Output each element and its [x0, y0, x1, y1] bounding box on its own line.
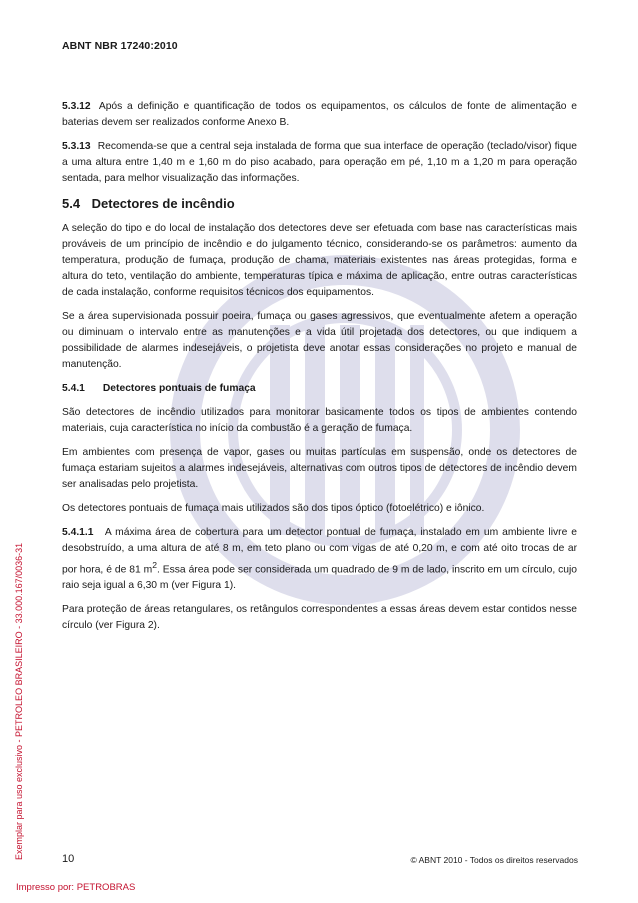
printed-by-note: Impresso por: PETROBRAS	[16, 882, 136, 893]
paragraph-5-4-1-1-b: Para proteção de áreas retangulares, os retângulos correspondentes a essas áreas devem estar contidos nesse círculo (ver Figura 2).	[62, 604, 577, 632]
copyright-notice: © ABNT 2010 - Todos os direitos reservados	[410, 855, 578, 865]
paragraph-5-4-b: Se a área supervisionada possuir poeira, fumaça ou gases agressivos, que eventualmente afetem a operação ou diminuam o intervalo entre as manutenções e a vida útil projetada dos detectores, ou que indiquem a possibilidade de alarmes indesejáveis, o projetista deve anotar essas considerações no projeto e manual de manutenção.	[62, 311, 577, 370]
paragraph-text-continued: . Essa área pode ser considerada um quadrado de 9 m de lado, inscrito em um círculo, cujo raio seja igual a 6,30 m (ver Figura 1).	[62, 564, 577, 592]
section-title: Detectores de incêndio	[91, 196, 235, 211]
section-number: 5.4	[62, 196, 81, 211]
superscript: 2	[152, 560, 157, 570]
page-number: 10	[62, 853, 75, 865]
paragraph-5-3-13	[62, 139, 577, 187]
section-number: 5.4.1	[62, 383, 85, 394]
paragraph-5-4-1-b: Em ambientes com presença de vapor, gases ou muitas partículas em suspensão, onde os detectores de fumaça estariam sujeitos a alarmes indesejáveis, alternativas com outros tipos de detectores de incêndio devem ser analisadas pelo projetista.	[62, 447, 577, 490]
exclusive-use-note: Exemplar para uso exclusivo - PETROLEO BRASILEIRO - 33.000.167/0036-31	[14, 542, 24, 860]
section-heading-5-4-1	[62, 381, 577, 397]
paragraph-5-4-1-a: São detectores de incêndio utilizados para monitorar basicamente todos os tipos de ambientes contendo materiais, cuja característica no início da combustão é a geração de fumaça.	[62, 407, 577, 434]
paragraph-5-4-a: A seleção do tipo e do local de instalação dos detectores deve ser efetuada com base nas características mais prováveis de um princípio de incêndio e do julgamento técnico, considerando-se os parâmetros: aumento da temperatura, produção de fumaça, produção de chama, materiais existentes nas áreas protegidas, forma e altura do teto, ventilação do ambiente, temperaturas típica e máxima de aplicação, entre outras características de cada instalação, conforme requisitos técnicos dos equipamentos.	[62, 223, 577, 298]
clause-number: 5.3.13	[62, 141, 91, 152]
paragraph-5-4-1-c: Os detectores pontuais de fumaça mais utilizados são dos tipos óptico (fotoelétrico) e iônico.	[62, 503, 485, 514]
document-header: ABNT NBR 17240:2010	[62, 40, 178, 52]
paragraph-text: A máxima área de cobertura para um detector pontual de fumaça, instalado em um ambiente livre e desobstruído, a uma altura de até 8 m, em teto plano ou com vigas de até 0,20 m, e com até oito trocas de ar por hora, é de 81 m	[62, 527, 578, 576]
paragraph-5-4-1-1	[62, 525, 577, 594]
section-title: Detectores pontuais de fumaça	[102, 383, 256, 394]
paragraph-text: Recomenda-se que a central seja instalada de forma que sua interface de operação (teclado/visor) fique a uma altura entre 1,40 m e 1,60 m do piso acabado, para operação em pé, 1,10 m a 1,20 m para operação sentada, para melhor visualização das informações.	[62, 141, 577, 184]
section-heading-5-4	[62, 195, 577, 213]
paragraph-text: Após a definição e quantificação de todos os equipamentos, os cálculos de fonte de alimentação e baterias devem ser realizados conforme Anexo B.	[62, 101, 578, 128]
paragraph-5-3-12	[62, 99, 577, 131]
document-body	[62, 99, 577, 642]
clause-number: 5.4.1.1	[62, 527, 94, 538]
clause-number: 5.3.12	[62, 101, 91, 112]
